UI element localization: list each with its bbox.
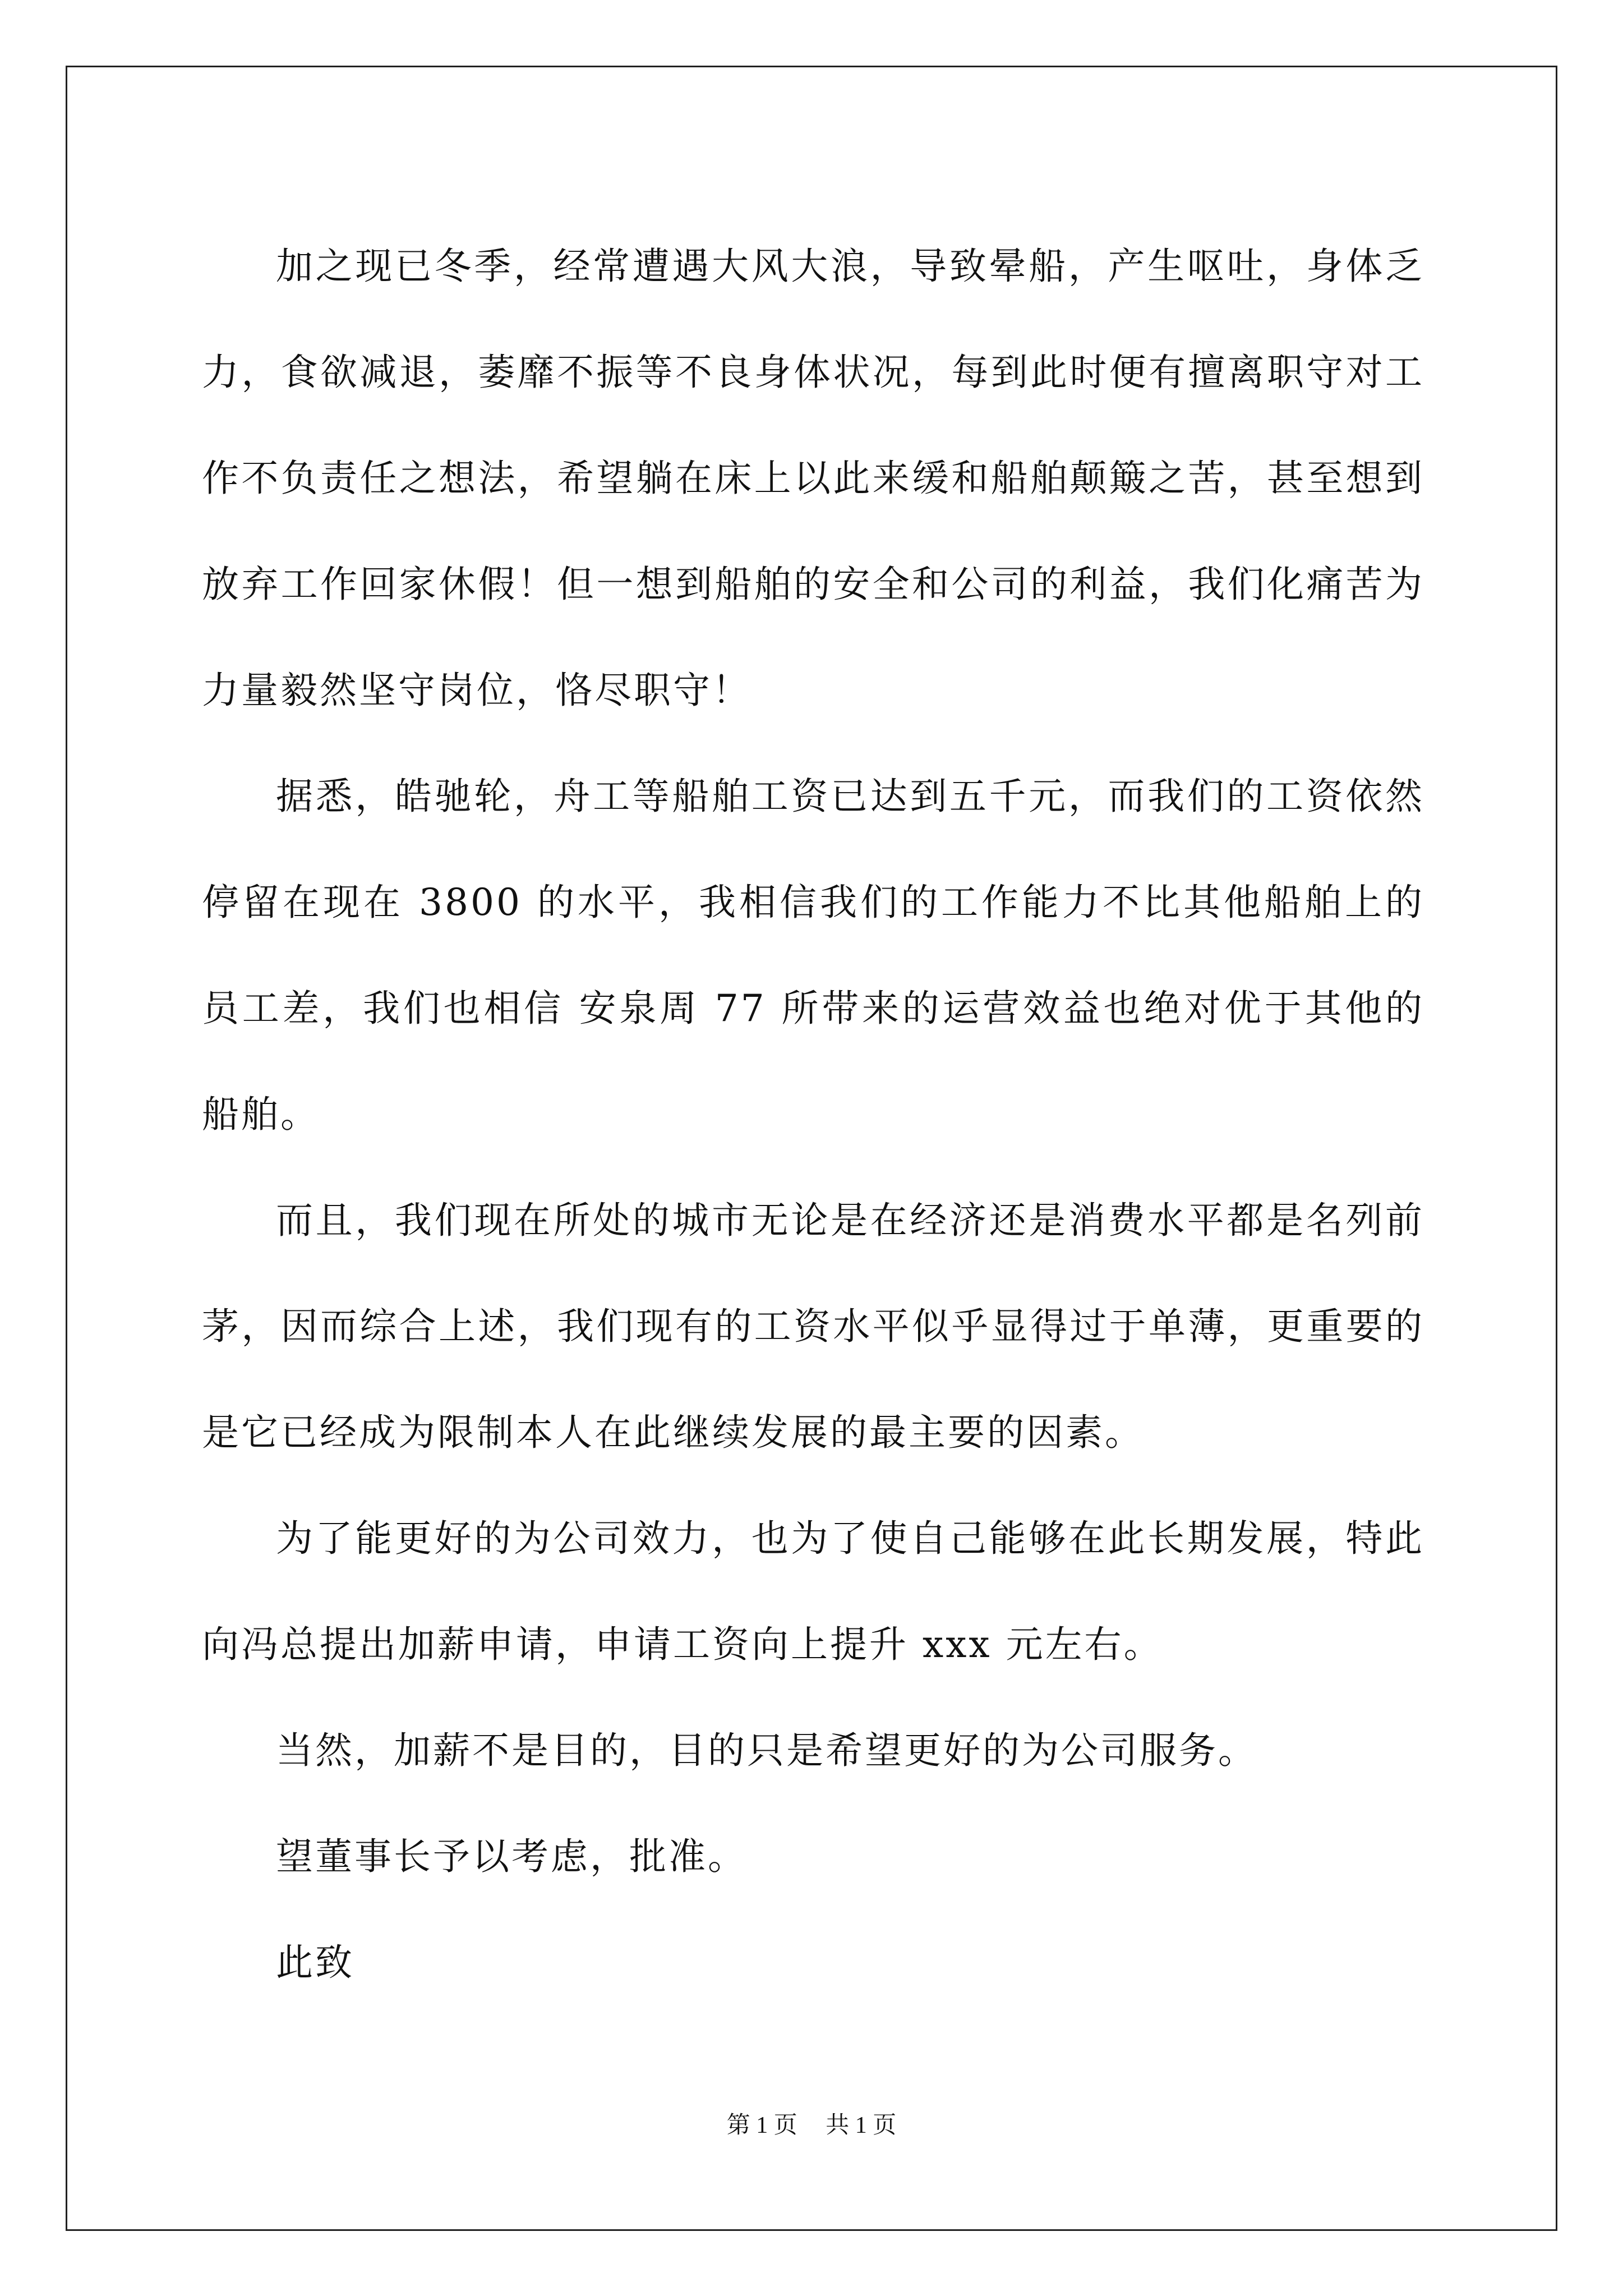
paragraph: 望董事长予以考虑，批准。 <box>276 1835 747 1878</box>
paragraph: 为了能更好的为公司效力，也为了使自己能够在此长期发展，特此向冯总提出加薪申请，申请工资向上提升 xxx 元左右。 <box>202 1517 1424 1666</box>
paragraph: 加之现已冬季，经常遭遇大风大浪，导致晕船，产生呕吐，身体乏力，食欲减退，萎靡不振等不良身体状况，每到此时便有擅离职守对工作不负责任之想法，希望躺在床上以此来缓和船舶颠簸之苦，甚至想到放弃工作回家休假！但一想到船舶的安全和公司的利益，我们化痛苦为力量毅然坚守岗位，恪尽职守！ <box>202 245 1424 712</box>
paragraph: 据悉，皓驰轮，舟工等船舶工资已达到五千元，而我们的工资依然停留在现在 3800 的水平，我相信我们的工作能力不比其他船舶上的员工差，我们也相信 安泉周 77 所带来的运营效益也绝对优于其他的船舶。 <box>202 775 1424 1136</box>
paragraph: 当然，加薪不是目的，目的只是希望更好的为公司服务。 <box>276 1729 1257 1772</box>
page-footer <box>0 2106 1623 2140</box>
page-total: 共 1 页 <box>826 2113 897 2138</box>
page-number: 第 1 页 <box>726 2113 797 2138</box>
paragraph: 而且，我们现在所处的城市无论是在经济还是消费水平都是名列前茅，因而综合上述，我们现有的工资水平似乎显得过于单薄，更重要的是它已经成为限制本人在此继续发展的最主要的因素。 <box>202 1199 1424 1454</box>
closing-salutation: 此致 <box>276 1941 354 1984</box>
document-body <box>202 213 1424 2016</box>
